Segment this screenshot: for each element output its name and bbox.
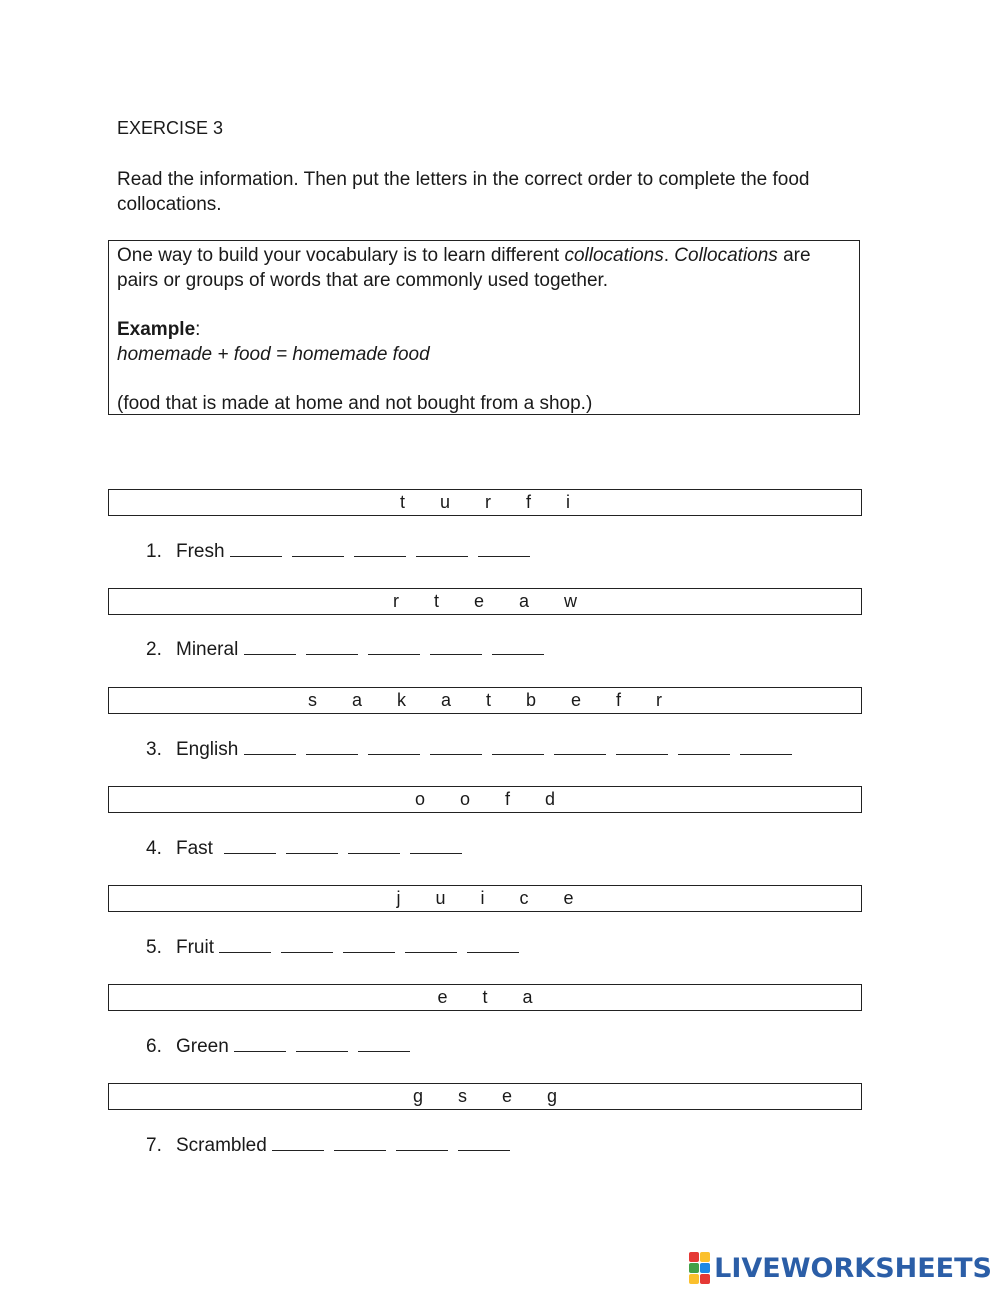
example-text: homemade + food = homemade food [117,344,430,365]
answer-blank[interactable] [492,753,544,755]
scrambled-letters-box: t u r f i [108,489,862,516]
answer-blank[interactable] [306,653,358,655]
answer-blank[interactable] [740,753,792,755]
answer-blank[interactable] [244,753,296,755]
liveworksheets-logo [689,1252,992,1284]
question-word: Fast [176,838,219,859]
answer-blank[interactable] [467,951,519,953]
answer-blank[interactable] [430,653,482,655]
question-number: 2. [146,639,162,660]
question-1 [146,541,540,563]
answer-blank[interactable] [478,555,530,557]
answer-blank[interactable] [343,951,395,953]
answer-blank[interactable] [219,951,271,953]
answer-blank[interactable] [292,555,344,557]
answer-blank[interactable] [396,1149,448,1151]
info-text: are pairs or groups of words that are commonly used together. [117,245,811,291]
question-word: Scrambled [176,1135,267,1156]
instructions: Read the information. Then put the letters in the correct order to complete the food collocations. [117,169,810,215]
question-word: English [176,739,239,760]
example-explanation: (food that is made at home and not bought from a shop.) [117,393,593,414]
example-label: Example [117,319,196,340]
answer-blank[interactable] [358,1050,410,1052]
answer-blank[interactable] [348,852,400,854]
answer-blank[interactable] [368,753,420,755]
info-text: . [663,245,675,266]
answer-blank[interactable] [334,1149,386,1151]
question-word: Fruit [176,937,214,958]
question-number: 1. [146,541,162,562]
answer-blank[interactable] [416,555,468,557]
answer-blank[interactable] [306,753,358,755]
question-5 [146,937,529,959]
answer-blank[interactable] [458,1149,510,1151]
exercise-title: EXERCISE 3 [117,118,224,138]
answer-blank[interactable] [230,555,282,557]
answer-blank[interactable] [354,555,406,557]
question-2 [146,639,554,661]
info-term: collocations [564,245,664,266]
info-term: Collocations [674,245,778,266]
scrambled-letters-box: e t a [108,984,862,1011]
answer-blank[interactable] [405,951,457,953]
scrambled-letters-box: r t e a w [108,588,862,615]
logo-text: LIVEWORKSHEETS [714,1252,992,1284]
answer-blank[interactable] [281,951,333,953]
info-text: One way to build your vocabulary is to learn different [117,245,565,266]
example-colon: : [195,319,201,340]
answer-blank[interactable] [224,852,276,854]
question-7 [146,1135,520,1157]
question-number: 6. [146,1036,162,1057]
answer-blank[interactable] [368,653,420,655]
answer-blank[interactable] [678,753,730,755]
answer-blank[interactable] [410,852,462,854]
answer-blank[interactable] [430,753,482,755]
question-word: Fresh [176,541,225,562]
scrambled-letters-box: s a k a t b e f r [108,687,862,714]
question-number: 4. [146,838,162,859]
question-word: Green [176,1036,229,1057]
scrambled-letters-box: o o f d [108,786,862,813]
answer-blank[interactable] [244,653,296,655]
question-number: 3. [146,739,162,760]
question-number: 5. [146,937,162,958]
question-6 [146,1036,420,1058]
question-3 [146,739,802,761]
info-box [108,240,860,415]
scrambled-letters-box: g s e g [108,1083,862,1110]
answer-blank[interactable] [554,753,606,755]
answer-blank[interactable] [296,1050,348,1052]
question-word: Mineral [176,639,239,660]
answer-blank[interactable] [616,753,668,755]
logo-blocks-icon [689,1252,710,1284]
answer-blank[interactable] [272,1149,324,1151]
answer-blank[interactable] [234,1050,286,1052]
question-4 [146,838,472,860]
answer-blank[interactable] [492,653,544,655]
answer-blank[interactable] [286,852,338,854]
scrambled-letters-box: j u i c e [108,885,862,912]
info-paragraph [117,243,851,293]
question-number: 7. [146,1135,162,1156]
